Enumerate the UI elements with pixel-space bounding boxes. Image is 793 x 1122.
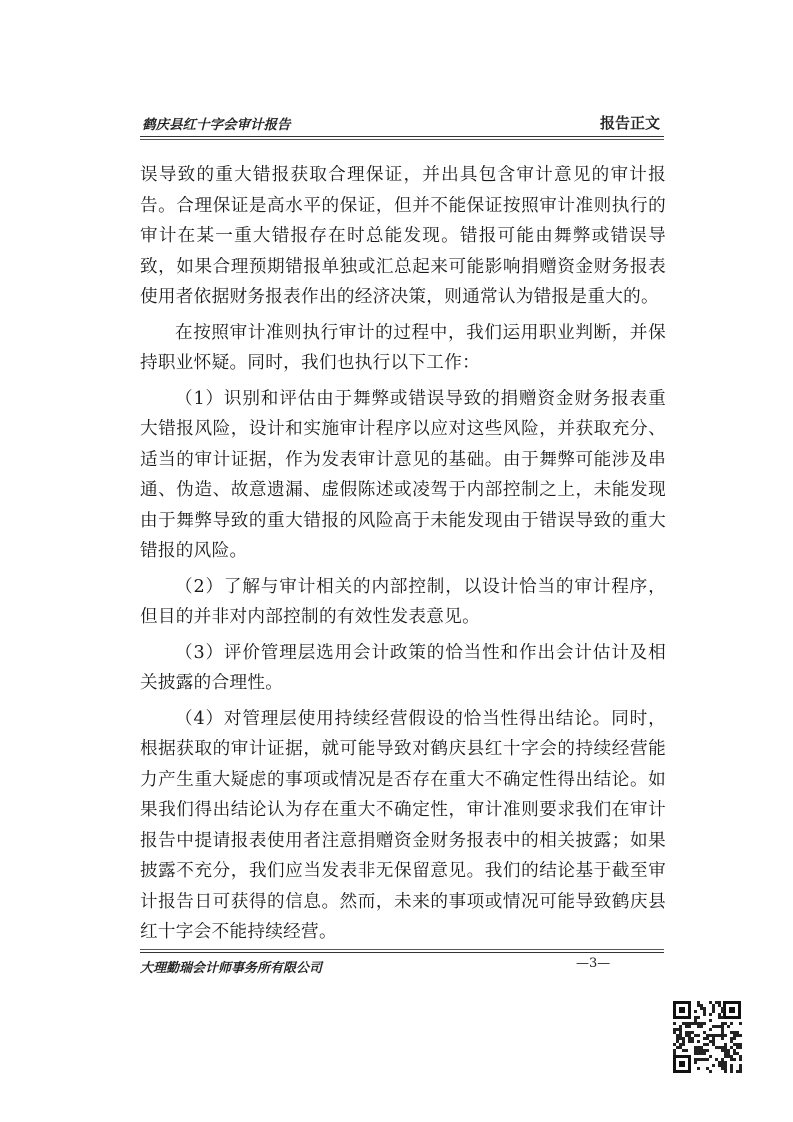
paragraph: 在按照审计准则执行审计的过程中，我们运用职业判断，并保持职业怀疑。同时，我们也执行以下工作：	[140, 322, 666, 373]
paragraph: （3）评价管理层选用会计政策的恰当性和作出会计估计及相关披露的合理性。	[140, 642, 666, 693]
section-label: 报告正文	[599, 114, 660, 132]
report-title: 鹤庆县红十字会审计报告	[142, 117, 291, 133]
page-footer	[140, 955, 666, 977]
paragraph: （2）了解与审计相关的内部控制，以设计恰当的审计程序，但目的并非对内部控制的有效性发表意见。	[140, 576, 666, 627]
paragraph: （4）对管理层使用持续经营假设的恰当性得出结论。同时，根据获取的审计证据，就可能导致对鹤庆县红十字会的持续经营能力产生重大疑虑的事项或情况是否存在重大不确定性得出结论。如果我们得出结论认为存在重大不确定性，审计准则要求我们在审计报告中提请报表使用者注意捐赠资金财务报表中的相关披露；如果披露不充分，我们应当发表非无保留意见。我们的结论基于截至审计报告日可获得的信息。然而，未来的事项或情况可能导致鹤庆县红十字会不能持续经营。	[140, 708, 666, 942]
page-header	[140, 110, 660, 134]
footer-rule-thin	[140, 949, 664, 950]
qr-code-icon	[672, 1000, 742, 1074]
footer-rule	[140, 952, 664, 953]
header-rule	[140, 136, 664, 137]
header-rule-thin	[140, 139, 664, 140]
report-body	[140, 160, 666, 953]
paragraph: 误导致的重大错报获取合理保证，并出具包含审计意见的审计报告。合理保证是高水平的保证，但并不能保证按照审计准则执行的审计在某一重大错报存在时总能发现。错报可能由舞弊或错误导致，如果合理预期错报单独或汇总起来可能影响捐赠资金财务报表使用者依据财务报表作出的经济决策，则通常认为错报是重大的。	[140, 165, 666, 307]
page-number: —3—	[576, 956, 611, 971]
paragraph: （1）识别和评估由于舞弊或错误导致的捐赠资金财务报表重大错报风险，设计和实施审计程序以应对这些风险，并获取充分、适当的审计证据，作为发表审计意见的基础。由于舞弊可能涉及串通、伪造、故意遗漏、虚假陈述或凌驾于内部控制之上，未能发现由于舞弊导致的重大错报的风险高于未能发现由于错误导致的重大错报的风险。	[140, 388, 666, 561]
firm-name: 大理勤瑞会计师事务所有限公司	[140, 961, 323, 976]
